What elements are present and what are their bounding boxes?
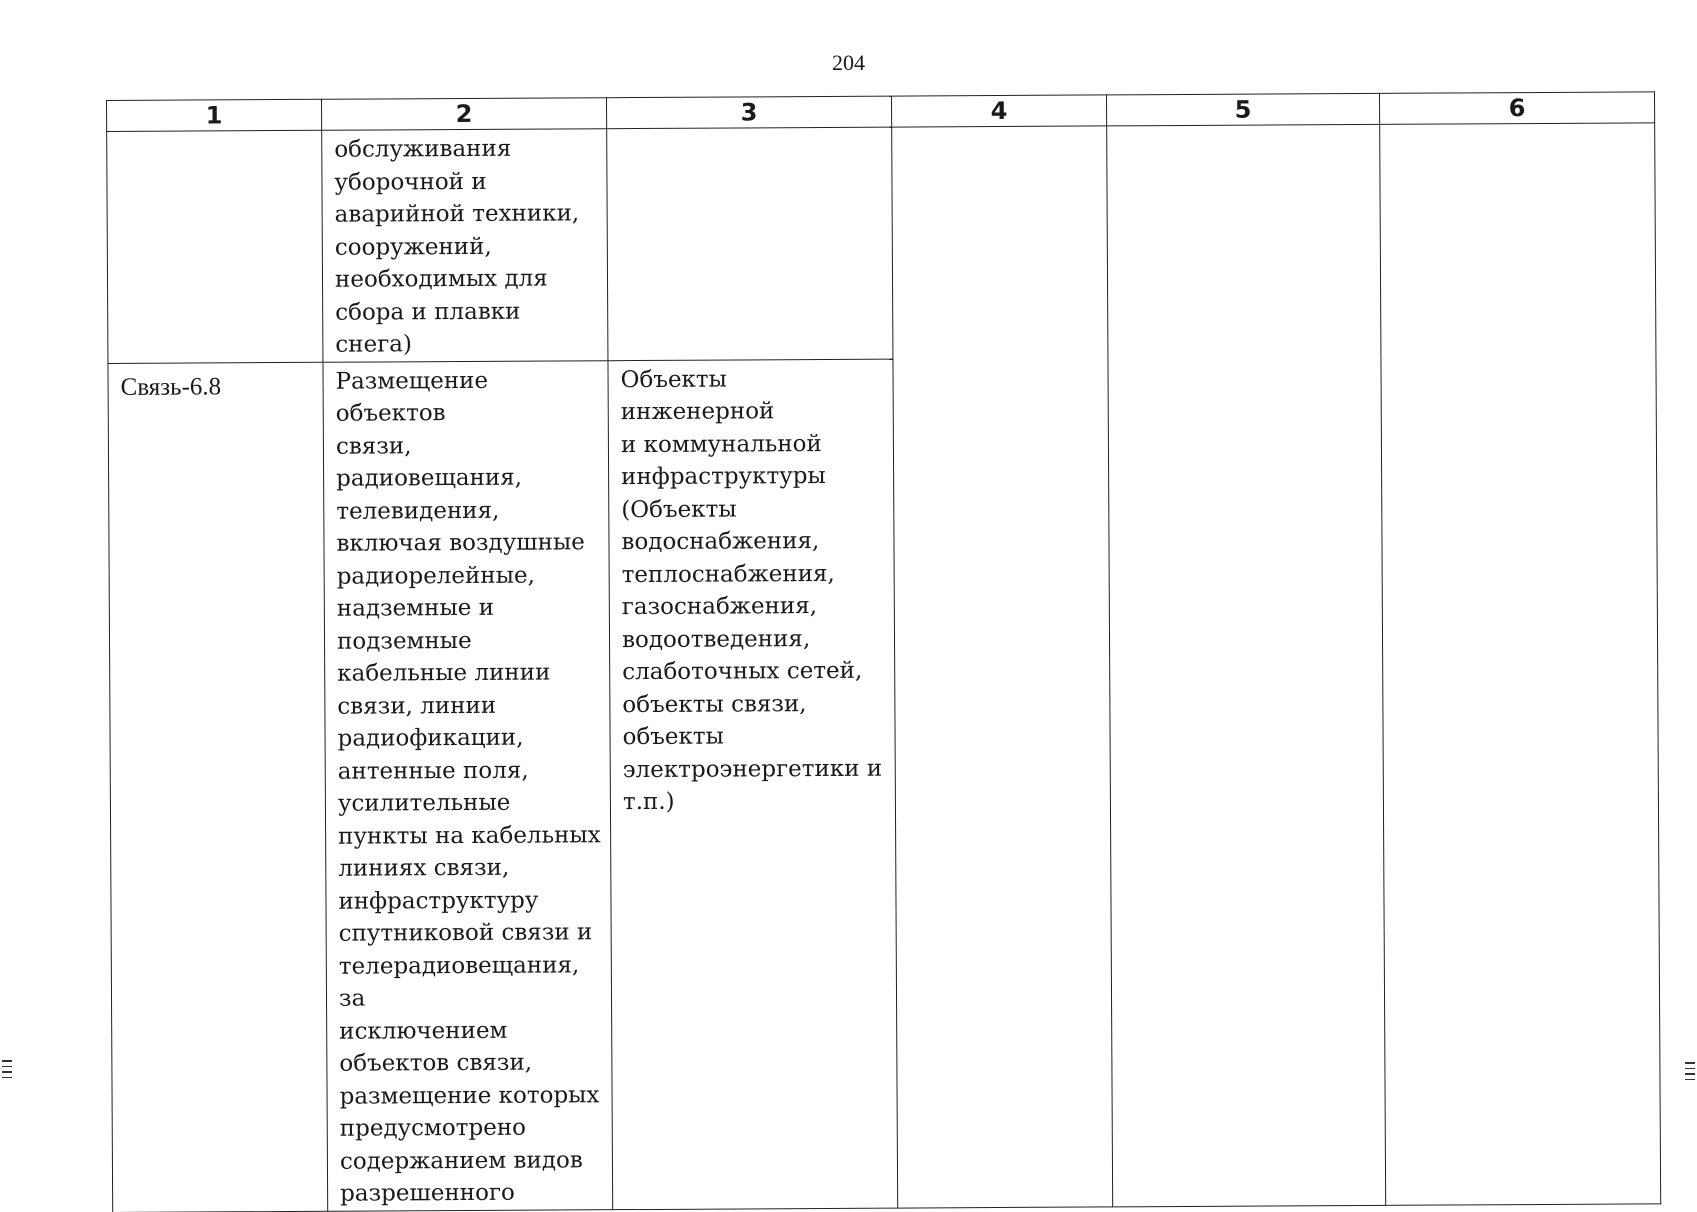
row-1-description-cell xyxy=(322,129,608,362)
scan-edge-mark-right xyxy=(1685,1062,1695,1084)
table-row xyxy=(107,123,1656,363)
row-1-objects-cell xyxy=(607,127,893,360)
row-2-objects: Объекты инженерной и коммунальной инфраструктуры (Объекты водоснабжения, теплоснабжения, газоснабжения, водоотведения, слаботочных сетей, объекты связи, объекты электроэнергетики и т.п.) xyxy=(620,366,883,816)
column-header-4: 4 xyxy=(891,95,1106,127)
row-1-description: обслуживания уборочной и аварийной техники, сооружений, необходимых для сбора и плавки снега) xyxy=(334,135,580,358)
column-header-2: 2 xyxy=(321,98,606,131)
land-use-table-container xyxy=(106,91,1661,1212)
row-1-objects xyxy=(607,128,891,133)
scan-edge-mark-left xyxy=(2,1060,12,1082)
column-5-cell xyxy=(1107,124,1386,1206)
row-1-code xyxy=(107,131,321,140)
row-2-description-cell xyxy=(323,360,613,1211)
row-2-description: Размещение объектов связи, радиовещания, телевидения, включая воздушные радиорелейные, надземные и подземные кабельные линии связи, линии радиофикации, антенные поля, усилительные пункты на кабельных линиях связи, инфраструктуру спутниковой связи и телерадиовещания, за исключением объектов связи, размещение которых предусмотрено содержанием видов разрешенного xyxy=(335,367,601,1207)
column-header-3: 3 xyxy=(606,96,891,129)
column-4-cell xyxy=(892,126,1113,1208)
row-1-code-cell xyxy=(107,130,323,363)
column-header-5: 5 xyxy=(1106,93,1379,126)
column-header-6: 6 xyxy=(1379,92,1654,125)
row-2-objects-cell xyxy=(608,359,898,1210)
column-header-1: 1 xyxy=(107,99,322,131)
page-number: 204 xyxy=(832,50,865,75)
row-2-code-cell xyxy=(108,362,328,1212)
row-2-code: Связь-6.8 xyxy=(120,372,222,401)
land-use-table xyxy=(106,91,1661,1212)
column-6-cell xyxy=(1380,123,1661,1205)
